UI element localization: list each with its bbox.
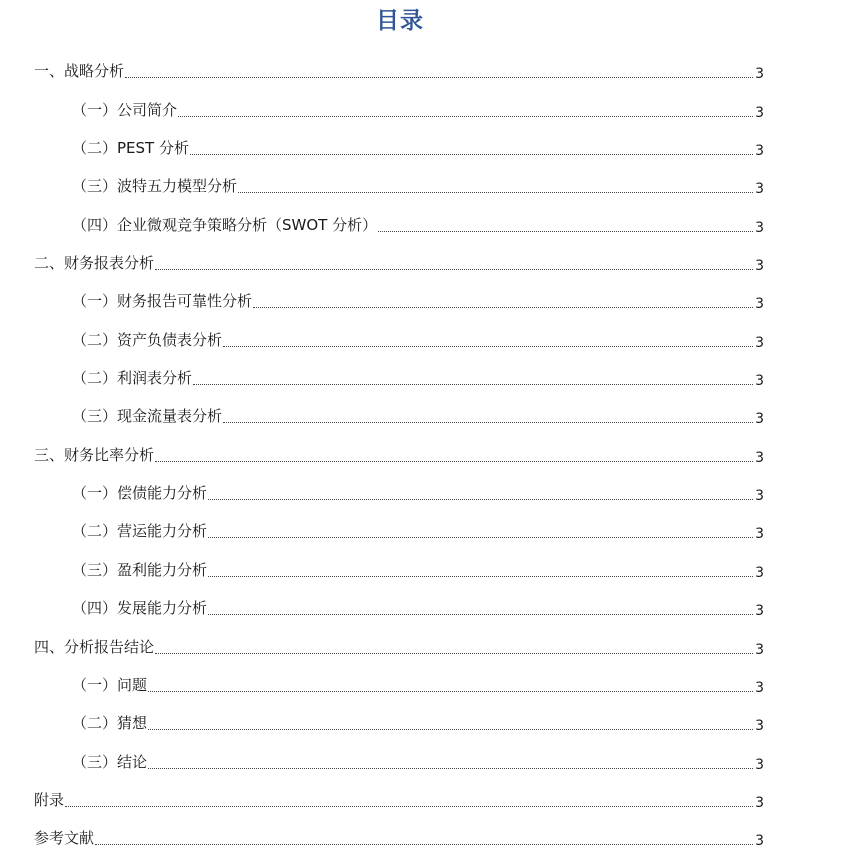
toc-entry-page-number[interactable]: 3	[755, 181, 764, 198]
toc-dot-leader	[208, 614, 753, 615]
toc-entry[interactable]	[34, 122, 764, 160]
toc-dot-leader	[208, 537, 753, 538]
toc-entry-page-number[interactable]: 3	[755, 564, 764, 581]
toc-entry[interactable]	[34, 697, 764, 735]
toc-entry-label[interactable]: （三）波特五力模型分析	[72, 177, 238, 196]
toc-entry[interactable]	[34, 543, 764, 581]
toc-dot-leader	[223, 346, 753, 347]
toc-dot-leader	[65, 806, 753, 807]
toc-dot-leader	[155, 653, 753, 654]
toc-entry-page-number[interactable]: 3	[755, 296, 764, 313]
toc-entry[interactable]	[34, 313, 764, 351]
toc-dot-leader	[193, 384, 753, 385]
toc-entry-label[interactable]: （一）偿债能力分析	[72, 484, 208, 503]
toc-entry-page-number[interactable]: 3	[755, 411, 764, 428]
toc-entry[interactable]	[34, 428, 764, 466]
toc-entry-label[interactable]: （四）发展能力分析	[72, 599, 208, 618]
toc-entry[interactable]	[34, 812, 764, 850]
toc-entry-page-number[interactable]: 3	[755, 334, 764, 351]
toc-entry-page-number[interactable]: 3	[755, 756, 764, 773]
toc-title: 目录	[376, 7, 424, 34]
toc-entry-label[interactable]: （二）猜想	[72, 714, 148, 733]
toc-entry-label[interactable]: （一）公司简介	[72, 100, 178, 119]
toc-entry[interactable]	[34, 659, 764, 697]
toc-dot-leader	[208, 576, 753, 577]
toc-entry-page-number[interactable]: 3	[755, 833, 764, 850]
toc-entry[interactable]	[34, 45, 764, 83]
toc-entry[interactable]	[34, 352, 764, 390]
toc-entry-label[interactable]: 三、财务比率分析	[34, 445, 155, 464]
toc-entry-page-number[interactable]: 3	[755, 488, 764, 505]
toc-entry-page-number[interactable]: 3	[755, 66, 764, 83]
toc-entry-page-number[interactable]: 3	[755, 794, 764, 811]
toc-entry[interactable]	[34, 160, 764, 198]
toc-dot-leader	[190, 154, 753, 155]
toc-dot-leader	[223, 422, 753, 423]
toc-dot-leader	[378, 231, 753, 232]
toc-dot-leader	[95, 844, 753, 845]
toc-entry-label[interactable]: （二）资产负债表分析	[72, 330, 223, 349]
toc-list	[34, 45, 764, 850]
toc-entry-page-number[interactable]: 3	[755, 603, 764, 620]
toc-entry[interactable]	[34, 83, 764, 121]
toc-entry[interactable]	[34, 467, 764, 505]
toc-dot-leader	[125, 77, 753, 78]
toc-dot-leader	[238, 192, 753, 193]
toc-entry-label[interactable]: （一）财务报告可靠性分析	[72, 292, 253, 311]
toc-dot-leader	[155, 269, 753, 270]
toc-dot-leader	[148, 768, 753, 769]
toc-dot-leader	[148, 691, 753, 692]
toc-entry-page-number[interactable]: 3	[755, 219, 764, 236]
toc-entry[interactable]	[34, 390, 764, 428]
toc-dot-leader	[155, 461, 753, 462]
toc-entry[interactable]	[34, 237, 764, 275]
toc-dot-leader	[148, 729, 753, 730]
toc-entry-page-number[interactable]: 3	[755, 373, 764, 390]
toc-entry-label[interactable]: 二、财务报表分析	[34, 254, 155, 273]
toc-entry[interactable]	[34, 582, 764, 620]
toc-entry-page-number[interactable]: 3	[755, 526, 764, 543]
toc-entry[interactable]	[34, 198, 764, 236]
toc-entry-label[interactable]: （一）问题	[72, 675, 148, 694]
toc-entry-page-number[interactable]: 3	[755, 641, 764, 658]
toc-entry[interactable]	[34, 505, 764, 543]
toc-entry-label[interactable]: （二）营运能力分析	[72, 522, 208, 541]
toc-entry-label[interactable]: 附录	[34, 790, 65, 809]
toc-entry-label[interactable]: （三）现金流量表分析	[72, 407, 223, 426]
toc-entry[interactable]	[34, 774, 764, 812]
toc-entry-label[interactable]: （二）PEST 分析	[72, 139, 189, 158]
toc-entry-label[interactable]: （三）盈利能力分析	[72, 560, 208, 579]
toc-dot-leader	[253, 307, 753, 308]
toc-entry-label[interactable]: （三）结论	[72, 752, 148, 771]
toc-entry[interactable]	[34, 735, 764, 773]
toc-entry-label[interactable]: （四）企业微观竞争策略分析（SWOT 分析）	[72, 215, 378, 234]
toc-entry-page-number[interactable]: 3	[755, 143, 764, 160]
toc-entry-label[interactable]: 参考文献	[34, 829, 95, 848]
toc-entry-page-number[interactable]: 3	[755, 258, 764, 275]
toc-dot-leader	[178, 116, 753, 117]
toc-entry[interactable]	[34, 620, 764, 658]
toc-entry-page-number[interactable]: 3	[755, 679, 764, 696]
toc-entry[interactable]	[34, 275, 764, 313]
toc-entry-label[interactable]: 四、分析报告结论	[34, 637, 155, 656]
toc-dot-leader	[208, 499, 753, 500]
toc-entry-page-number[interactable]: 3	[755, 104, 764, 121]
toc-entry-label[interactable]: （二）利润表分析	[72, 369, 193, 388]
toc-entry-page-number[interactable]: 3	[755, 449, 764, 466]
toc-entry-page-number[interactable]: 3	[755, 718, 764, 735]
toc-entry-label[interactable]: 一、战略分析	[34, 62, 125, 81]
